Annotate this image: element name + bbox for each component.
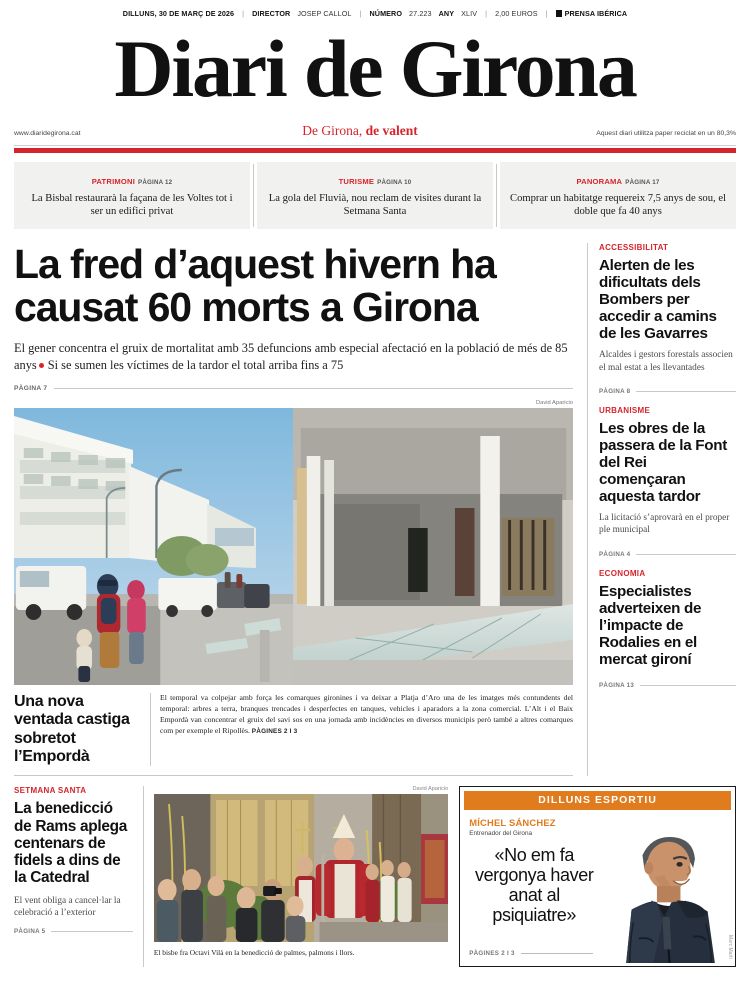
- separator: |: [242, 9, 245, 18]
- number-label: NÚMERO: [369, 9, 403, 18]
- teaser-page-ref: PÀGINA 17: [625, 178, 660, 186]
- rams-procession-photo: [154, 794, 448, 942]
- separator: |: [545, 9, 548, 18]
- year-value: XLIV: [461, 9, 478, 18]
- publisher-group: [556, 9, 628, 18]
- sidebar-page-reference[interactable]: [599, 388, 736, 395]
- main-photo-caption-block: [14, 693, 573, 777]
- sidebar-kicker: ECONOMIA: [599, 568, 646, 578]
- recycled-paper-note: Aquest diari utilitza paper reciclat en un 80,3%: [596, 129, 736, 137]
- lead-page-reference[interactable]: [14, 385, 573, 392]
- sports-banner-label: DILLUNS ESPORTIU: [464, 791, 731, 810]
- sidebar-page-reference[interactable]: [599, 551, 736, 558]
- rule-line: [640, 685, 736, 686]
- sidebar-headline: Especialistes adverteixen de l’impacte de Rodalies en el mercat gironí: [599, 582, 702, 668]
- caption-headline: Una nova ventada castiga sobretot l’Empordà: [14, 692, 130, 765]
- sports-text-block: [460, 810, 599, 963]
- sidebar-column: [587, 243, 736, 776]
- caption-body: [150, 693, 573, 767]
- bottom-row: [14, 786, 736, 967]
- lead-headline[interactable]: La fred d’aquest hivern ha causat 60 morts a Girona: [14, 241, 496, 330]
- issue-number: 27.223: [409, 9, 432, 18]
- prensa-iberica-logo-icon: [556, 10, 562, 17]
- teaser-page-ref: PÀGINA 12: [138, 178, 173, 186]
- teaser-text: Comprar un habitatge requereix 7,5 anys de sou, el doble que fa 40 anys: [510, 192, 726, 218]
- sidebar-kicker: ACCESSIBILITAT: [599, 243, 669, 253]
- rams-photo-credit: David Aparicio: [412, 786, 449, 793]
- sidebar-headline: Les obres de la passera de la Font del Rei començaran aquesta tardor: [599, 420, 727, 506]
- main-content-grid: [14, 243, 736, 776]
- caption-pages-ref[interactable]: PÀGINES 2 I 3: [251, 727, 298, 735]
- teaser-kicker: TURISME: [338, 176, 375, 186]
- rule-line: [636, 554, 736, 555]
- director-label: DIRECTOR: [252, 9, 291, 18]
- rams-photo-illustration: [154, 794, 448, 942]
- divider-red-bar: [14, 148, 736, 153]
- separator: |: [359, 9, 362, 18]
- main-photo-credit: David Aparicio: [535, 399, 573, 406]
- bottom-kicker: SETMANA SANTA: [14, 786, 87, 796]
- teaser-text: La Bisbal restaurarà la façana de les Voltes tot i ser un edifici privat: [31, 192, 233, 218]
- teaser-row: [14, 162, 736, 230]
- main-photo-storm-damage: [14, 408, 573, 685]
- rule-line: [521, 953, 593, 954]
- teaser-kicker: PANORAMA: [576, 176, 623, 186]
- sidebar-subheadline: Alcaldes i gestors forestals associen el mal estat a les llevantades: [599, 350, 733, 373]
- main-photo-illustration: [14, 408, 573, 685]
- tagline-light: De Girona,: [302, 122, 366, 138]
- bottom-headline: La benedicció de Rams aplega centenars de fidels a dins de la Catedral: [14, 800, 127, 887]
- website-url[interactable]: www.diaridegirona.cat: [14, 129, 81, 137]
- bottom-photo-column: [143, 786, 448, 967]
- lead-sub-part2: Si se sumen les víctimes de la tardor el total arriba fins a 75: [47, 358, 344, 373]
- sidebar-kicker: URBANISME: [599, 406, 651, 416]
- bottom-page-label: PÀGINA 5: [14, 928, 46, 936]
- interview-quote: «No em fa vergonya haver anat al psiquiatre»: [474, 845, 594, 925]
- interviewee-role: Entrenador del Girona: [469, 830, 533, 838]
- masthead-footer-row: [14, 123, 736, 139]
- rule-line: [54, 388, 573, 389]
- teaser-kicker-row: [510, 171, 726, 189]
- sidebar-page-label: PÀGINA 8: [599, 388, 631, 396]
- publisher-name: PRENSA IBÉRICA: [564, 9, 628, 18]
- bottom-subheadline: El vent obliga a cancel·lar la celebració a l’exterior: [14, 895, 121, 918]
- sports-photo-credit: Marc Martí: [727, 935, 733, 960]
- caption-body-text: El temporal va colpejar amb força les comarques gironines i va deixar a Platja d’Aro una de les imatges més contundents del temporal: arbres a terra, branques trencades i desperfectes en tanques, vehicles i aparadors a la zona comercial. L’Alt i el Baix Empordà van concentrar el gruix del savi sos en una jornada amb incidències en diversos municipis però també a altres comarques com per exemple el Ripollès.: [160, 692, 573, 735]
- michel-sanchez-photo: [599, 810, 735, 963]
- sidebar-story-accessibilitat[interactable]: [599, 243, 736, 379]
- lead-page-label: PÀGINA 7: [14, 384, 48, 392]
- bullet-dot-icon: [39, 363, 44, 368]
- year-label: ANY: [438, 9, 455, 18]
- sidebar-story-urbanisme[interactable]: [599, 406, 736, 542]
- sports-page-reference[interactable]: [469, 950, 593, 957]
- sidebar-subheadline: La licitació s’aprovarà en el proper ple municipal: [599, 513, 730, 536]
- sidebar-page-label: PÀGINA 13: [599, 681, 635, 689]
- bottom-page-reference[interactable]: [14, 928, 133, 935]
- lead-subheadline: [14, 340, 573, 375]
- teaser-item[interactable]: [257, 162, 493, 230]
- main-story-column: [14, 243, 587, 776]
- rule-line: [636, 391, 736, 392]
- teaser-text: La gola del Fluvià, nou reclam de visites durant la Setmana Santa: [268, 192, 482, 218]
- sidebar-page-label: PÀGINA 4: [599, 550, 631, 558]
- sports-pages-label: PÀGINES 2 I 3: [469, 950, 515, 958]
- newspaper-tagline: [184, 123, 536, 139]
- separator: |: [485, 9, 488, 18]
- teaser-page-ref: PÀGINA 10: [377, 178, 412, 186]
- sidebar-story-economia[interactable]: [599, 569, 736, 673]
- sports-promo-box[interactable]: [459, 786, 736, 967]
- interviewee-name: MÍCHEL SÁNCHEZ: [469, 817, 556, 829]
- masthead-info-bar: [14, 0, 736, 18]
- rule-line: [51, 931, 132, 932]
- sports-inner: [460, 810, 735, 963]
- newspaper-title: Diari de Girona: [114, 23, 636, 114]
- rams-photo-caption: El bisbe fra Octavi Vilà en la benedicció de palmes, palmons i llors.: [153, 948, 355, 958]
- sports-column: [448, 786, 736, 967]
- teaser-kicker-row: [267, 171, 483, 189]
- lead-sub-part1: El gener concentra el gruix de mortalitat amb 35 defuncions amb especial afectació en la població de més de 85 anys: [14, 340, 568, 373]
- price: 2,00 EUROS: [495, 9, 538, 18]
- sidebar-headline: Alerten de les dificultats dels Bombers per accedir a camins de les Gavarres: [599, 257, 717, 343]
- divider-thin: [14, 145, 736, 146]
- teaser-kicker-row: [24, 171, 240, 189]
- michel-photo-illustration: [599, 810, 735, 963]
- director-name: JOSEP CALLOL: [297, 9, 352, 18]
- issue-date: DILLUNS, 30 DE MARÇ DE 2026: [122, 9, 235, 18]
- tagline-bold: de valent: [365, 122, 418, 138]
- sidebar-page-reference[interactable]: [599, 682, 736, 689]
- bottom-story-setmana-santa[interactable]: [14, 786, 143, 967]
- teaser-kicker: PATRIMONI: [91, 176, 136, 186]
- teaser-item[interactable]: [500, 162, 736, 230]
- teaser-item[interactable]: [14, 162, 250, 230]
